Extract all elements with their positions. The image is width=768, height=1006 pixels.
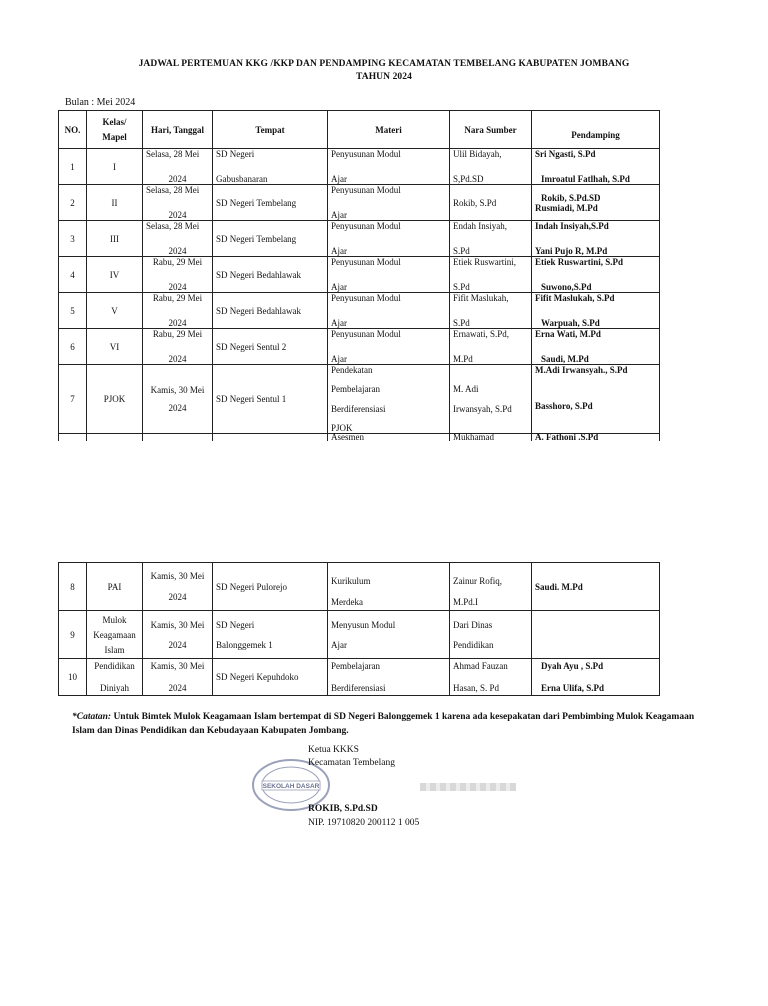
materi-l1: Pembelajaran [331, 661, 380, 671]
table-row [59, 365, 660, 434]
hari-l2: 2024 [168, 210, 187, 220]
row-kelas: V [87, 293, 143, 329]
row-kelas: PAI [87, 563, 143, 611]
row-nara: Mukhamad [450, 434, 532, 442]
row-pendamping [532, 185, 660, 221]
row-pendamping [532, 329, 660, 365]
row-pendamping [532, 659, 660, 696]
signer-area: Kecamatan Tembelang [308, 758, 395, 768]
nara-l1: Zainur Rofiq, [453, 576, 502, 586]
materi-l1: Penyusunan Modul [331, 185, 401, 195]
row-tempat: SD Negeri Sentul 2 [213, 329, 328, 365]
row-materi [328, 257, 450, 293]
row-hari [143, 329, 213, 365]
row-hari [143, 149, 213, 185]
nara-l1: Ernawati, S.Pd, [453, 329, 509, 339]
row-kelas [87, 611, 143, 659]
row-nara [450, 293, 532, 329]
pend-l2: Suwono,S.Pd [541, 282, 592, 292]
table-row [59, 221, 660, 257]
tempat-l2: Balonggemek 1 [216, 639, 273, 650]
materi-l2: Berdiferensiasi [331, 683, 386, 693]
materi-l4: PJOK [331, 422, 353, 433]
row-no: 5 [59, 293, 87, 329]
nara-l2: S.Pd [453, 282, 470, 292]
header-kelas-l1: Kelas/ [102, 117, 127, 127]
stamp-label: SEKOLAH DASAR [262, 783, 320, 790]
row-hari [143, 293, 213, 329]
nara-l1: Ulil Bidayah, [453, 149, 502, 159]
table-row-cut [59, 434, 660, 442]
note-label: *Catatan: [72, 712, 112, 722]
row-nara [450, 365, 532, 434]
row-materi [328, 185, 450, 221]
cut-cell [59, 434, 87, 442]
row-pendamping [532, 221, 660, 257]
hari-l1: Selasa, 28 Mei [146, 185, 200, 195]
row-pendamping [532, 257, 660, 293]
header-no: NO. [59, 111, 87, 149]
nara-l2: S,Pd.SD [453, 174, 484, 184]
row-materi [328, 293, 450, 329]
materi-l3: Berdiferensiasi [331, 403, 386, 414]
note-text: Untuk Bimtek Mulok Keagamaan Islam bertempat di SD Negeri Balonggemek 1 karena ada kesepakatan dari Pembimbing Mulok Keagamaan Islam dan Dinas Pendidikan dan Kebudayaan Kabupaten Jombang. [72, 712, 695, 736]
table-row [59, 185, 660, 221]
schedule-table [58, 110, 660, 441]
row-no: 1 [59, 149, 87, 185]
tempat-l1: SD Negeri [216, 149, 255, 159]
row-no: 10 [59, 659, 87, 696]
table-row [59, 659, 660, 696]
row-materi [328, 221, 450, 257]
row-pendamping [532, 611, 660, 659]
row-materi [328, 149, 450, 185]
row-no: 7 [59, 365, 87, 434]
header-nara: Nara Sumber [450, 111, 532, 149]
row-hari [143, 563, 213, 611]
row-pendamping [532, 365, 660, 434]
header-pendamping: Pendamping [532, 111, 660, 149]
row-no: 3 [59, 221, 87, 257]
hari-l2: 2024 [168, 246, 187, 256]
row-tempat: SD Negeri Bedahlawak [213, 293, 328, 329]
pend-l2: Imroatul Fatlhah, S.Pd [541, 174, 630, 184]
hari-l2: 2024 [168, 174, 187, 184]
table-row [59, 293, 660, 329]
row-no: 9 [59, 611, 87, 659]
materi-l2: Merdeka [331, 597, 363, 607]
row-materi [328, 365, 450, 434]
row-nara [450, 257, 532, 293]
hari-l2: 2024 [168, 282, 187, 292]
table-row [59, 611, 660, 659]
row-kelas: IV [87, 257, 143, 293]
row-tempat: SD Negeri Pulorejo [213, 563, 328, 611]
pend-l1: Indah Insiyah,S.Pd [535, 221, 609, 231]
row-nara [450, 329, 532, 365]
nara-l1: Endah Insiyah, [453, 221, 507, 231]
row-hari [143, 659, 213, 696]
materi-l2: Ajar [331, 210, 347, 220]
row-tempat [213, 611, 328, 659]
row-no: 2 [59, 185, 87, 221]
row-nara: Rokib, S.Pd [450, 185, 532, 221]
pend-l2: Erna Ulifa, S.Pd [541, 683, 605, 693]
row-tempat: SD Negeri Kepuhdoko [213, 659, 328, 696]
row-materi [328, 611, 450, 659]
row-materi: Asesmen [328, 434, 450, 442]
pend-l2: Saudi, M.Pd [541, 354, 589, 364]
pend-l1: Rokib, S.Pd.SD [541, 192, 601, 203]
pend-l1: Etiek Ruswartini, S.Pd [535, 257, 624, 267]
cut-cell [143, 434, 213, 442]
row-kelas: II [87, 185, 143, 221]
pend-l2: Yani Pujo R, M.Pd [535, 246, 608, 256]
materi-l2: Ajar [331, 354, 347, 364]
row-kelas: PJOK [87, 365, 143, 434]
document-title: JADWAL PERTEMUAN KKG /KKP DAN PENDAMPING KECAMATAN TEMBELANG KABUPATEN JOMBANG [138, 59, 630, 69]
pend-l2: Rusmiadi, M.Pd [535, 202, 598, 213]
hari-l1: Rabu, 29 Mei [152, 329, 203, 339]
row-pendamping [532, 293, 660, 329]
hari-l1: Selasa, 28 Mei [146, 149, 200, 159]
row-tempat: SD Negeri Tembelang [213, 221, 328, 257]
materi-l1: Penyusunan Modul [331, 149, 401, 159]
materi-l2: Ajar [331, 318, 347, 328]
nara-l2: Hasan, S. Pd [453, 683, 500, 693]
row-tempat [213, 149, 328, 185]
table-row [59, 329, 660, 365]
row-hari [143, 257, 213, 293]
table-row [59, 257, 660, 293]
hari-l2: 2024 [168, 592, 187, 602]
pend-l1: Erna Wati, M.Pd [535, 329, 601, 339]
row-nara [450, 149, 532, 185]
row-kelas: III [87, 221, 143, 257]
nara-l2: M.Pd [453, 354, 473, 364]
row-kelas [87, 659, 143, 696]
row-hari [143, 185, 213, 221]
materi-l1: Penyusunan Modul [331, 257, 401, 267]
materi-l1: Pendekatan [331, 365, 373, 375]
hari-l1: Selasa, 28 Mei [146, 221, 200, 231]
materi-l2: Ajar [331, 246, 347, 256]
kelas-l1: Pendidikan [94, 661, 135, 671]
header-hari: Hari, Tanggal [143, 111, 213, 149]
nara-l1: Etiek Ruswartini, [453, 257, 516, 267]
row-kelas: I [87, 149, 143, 185]
materi-l2: Pembelajaran [331, 384, 380, 395]
row-pendamping: A. Fathoni .S.Pd [532, 434, 660, 442]
row-tempat: SD Negeri Tembelang [213, 185, 328, 221]
header-tempat: Tempat [213, 111, 328, 149]
nara-l2: S.Pd [453, 318, 470, 328]
row-pendamping: Saudi. M.Pd [532, 563, 660, 611]
schedule-table-continued [58, 562, 660, 696]
table-row [59, 563, 660, 611]
header-materi: Materi [328, 111, 450, 149]
table-row [59, 149, 660, 185]
hari-l1: Kamis, 30 Mei [150, 571, 205, 581]
pend-l2: Basshoro, S.Pd [535, 401, 593, 411]
row-tempat: SD Negeri Bedahlawak [213, 257, 328, 293]
kelas-l2: Keagamaan [93, 629, 136, 640]
nara-l1: M. Adi [453, 384, 479, 394]
row-no: 6 [59, 329, 87, 365]
nara-l1: Dari Dinas [453, 619, 493, 630]
row-nara [450, 611, 532, 659]
nara-l2: S.Pd [453, 246, 470, 256]
row-nara [450, 221, 532, 257]
pend-l1: M.Adi Irwansyah., S.Pd [535, 365, 628, 375]
kelas-l2: Diniyah [100, 683, 129, 693]
hari-l2: 2024 [168, 318, 187, 328]
header-kelas-l2: Mapel [102, 132, 127, 142]
table-header-row [59, 111, 660, 149]
row-no: 4 [59, 257, 87, 293]
signer-name: ROKIB, S.Pd.SD [308, 804, 378, 814]
hari-l2: 2024 [168, 683, 187, 693]
kelas-l1: Mulok [102, 614, 127, 625]
nara-l2: Irwansyah, S.Pd [453, 404, 512, 414]
nara-l1: Ahmad Fauzan [453, 661, 508, 671]
materi-l1: Kurikulum [331, 576, 371, 586]
hari-l2: 2024 [168, 354, 187, 364]
row-materi [328, 563, 450, 611]
pend-l1: Dyah Ayu , S.Pd [541, 661, 604, 671]
cut-cell [213, 434, 328, 442]
kelas-l3: Islam [104, 644, 125, 655]
row-nara [450, 563, 532, 611]
nara-l2: M.Pd.I [453, 597, 479, 607]
hari-l1: Rabu, 29 Mei [152, 257, 203, 267]
document-year: TAHUN 2024 [356, 72, 412, 82]
row-materi [328, 659, 450, 696]
tempat-l1: SD Negeri [216, 619, 255, 630]
materi-l2: Ajar [331, 282, 347, 292]
scan-smear [420, 783, 516, 791]
pend-l2: Warpuah, S.Pd [541, 318, 600, 328]
hari-l1: Kamis, 30 Mei [150, 661, 205, 671]
hari-l1: Rabu, 29 Mei [152, 293, 203, 303]
signer-role: Ketua KKKS [308, 745, 359, 755]
row-nara [450, 659, 532, 696]
nara-l1: Fifit Maslukah, [453, 293, 509, 303]
row-tempat: SD Negeri Sentul 1 [213, 365, 328, 434]
materi-l1: Menyusun Modul [331, 619, 396, 630]
materi-l1: Penyusunan Modul [331, 293, 401, 303]
note [72, 710, 712, 738]
row-hari [143, 611, 213, 659]
row-pendamping [532, 149, 660, 185]
nara-l2: Pendidikan [453, 639, 494, 650]
header-kelas [87, 111, 143, 149]
row-hari [143, 221, 213, 257]
hari-l2: 2024 [168, 639, 187, 650]
pend-l1: Sri Ngasti, S.Pd [535, 149, 596, 159]
pend-l1: Fifit Maslukah, S.Pd [535, 293, 615, 303]
materi-l2: Ajar [331, 174, 347, 184]
row-hari [143, 365, 213, 434]
hari-l1: Kamis, 30 Mei [150, 385, 205, 395]
row-kelas: VI [87, 329, 143, 365]
hari-l2: 2024 [168, 403, 187, 413]
row-no: 8 [59, 563, 87, 611]
month-label: Bulan : Mei 2024 [65, 97, 136, 108]
row-materi [328, 329, 450, 365]
materi-l2: Ajar [331, 639, 347, 650]
materi-l1: Penyusunan Modul [331, 329, 401, 339]
tempat-l2: Gabusbanaran [216, 174, 268, 184]
materi-l1: Penyusunan Modul [331, 221, 401, 231]
cut-cell [87, 434, 143, 442]
signer-nip: NIP. 19710820 200112 1 005 [308, 818, 420, 828]
hari-l1: Kamis, 30 Mei [150, 619, 205, 630]
